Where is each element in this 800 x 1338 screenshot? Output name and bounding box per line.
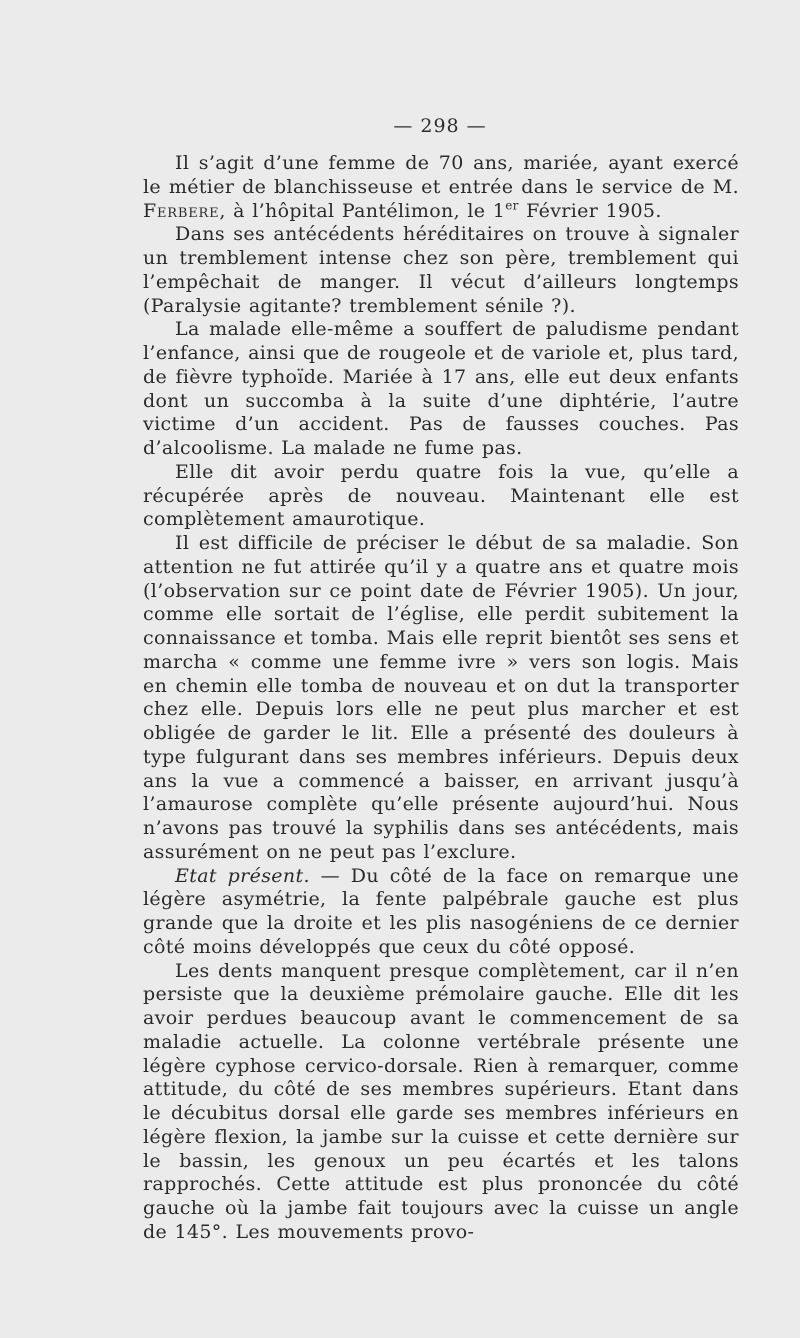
- paragraph-1: [143, 152, 739, 223]
- paragraph-1-text-end: Février 1905.: [518, 199, 662, 222]
- paragraph-2: Dans ses antécédents héréditaires on trouve à signaler un tremblement intense chez son père, tremblement qui l’empêchait de manger. Il vécut d’ailleurs longtemps (Paralysie agitante? tremblement sénile ?).: [143, 223, 739, 317]
- paragraph-6: [143, 865, 739, 960]
- paragraph-6-text: — Du côté de la face on remarque une légère asymétrie, la fente palpébrale gauche est plus grande que la droite et les plis nasogéniens de ce dernier côté moins développés que ceux du côté opposé.: [143, 864, 739, 958]
- paragraph-3: La malade elle-même a souffert de paludisme pendant l’enfance, ainsi que de rougeole et de variole et, plus tard, de fièvre typhoïde. Mariée à 17 ans, elle eut deux enfants dont un succomba à la suite d’une diphtérie, l’autre victime d’un accident. Pas de fausses couches. Pas d’alcoolisme. La malade ne fume pas.: [143, 318, 739, 459]
- paragraph-5: Il est difficile de préciser le début de sa maladie. Son attention ne fut attirée qu’il y a quatre ans et quatre mois (l’observation sur ce point date de Février 1905). Un jour, comme elle sortait de l’église, elle perdit subitement la connaissance et tomba. Mais elle reprit bientôt ses sens et marcha « comme une femme ivre » vers son logis. Mais en chemin elle tomba de nouveau et on dut la transporter chez elle. Depuis lors elle ne peut plus marcher et est obligée de garder le lit. Elle a présenté des douleurs à type fulgurant dans ses membres inférieurs. Depuis deux ans la vue a commencé a baisser, en arrivant jusqu’à l’amaurose complète qu’elle présente aujourd’hui. Nous n’avons pas trouvé la syphilis dans ses antécédents, mais assurément on ne peut pas l’exclure.: [143, 532, 739, 863]
- section-heading: Etat présent.: [175, 864, 310, 887]
- page-number: — 298 —: [393, 115, 487, 137]
- paragraph-1-text: Il s’agit d’une femme de 70 ans, mariée, ayant exercé le métier de blanchisseuse et entrée dans le service de M.: [143, 152, 739, 198]
- paragraph-7: Les dents manquent presque complètement, car il n’en persiste que la deuxième prémolaire gauche. Elle dit les avoir perdues beaucoup avant le commencement de sa maladie actuelle. La colonne vertébrale présente une légère cyphose cervico-dorsale. Rien à remarquer, comme attitude, du côté de ses membres supérieurs. Etant dans le décubitus dorsal elle garde ses membres inférieurs en légère flexion, la jambe sur la cuisse et cette dernière sur le bassin, les genoux un peu écartés et les talons rapprochés. Cette attitude est plus prononcée du côté gauche où la jambe fait toujours avec la cuisse un angle de 145°. Les mouvements provo-: [143, 959, 739, 1243]
- superscript: er: [505, 198, 519, 213]
- physician-name: Ferbere: [143, 199, 220, 222]
- paragraph-4: Elle dit avoir perdu quatre fois la vue, qu’elle a récupérée après de nouveau. Maintenant elle est complètement amaurotique.: [143, 460, 739, 531]
- paragraph-1-text-cont: , à l’hôpital Pantélimon, le 1: [219, 199, 506, 222]
- body-text: [143, 152, 739, 1245]
